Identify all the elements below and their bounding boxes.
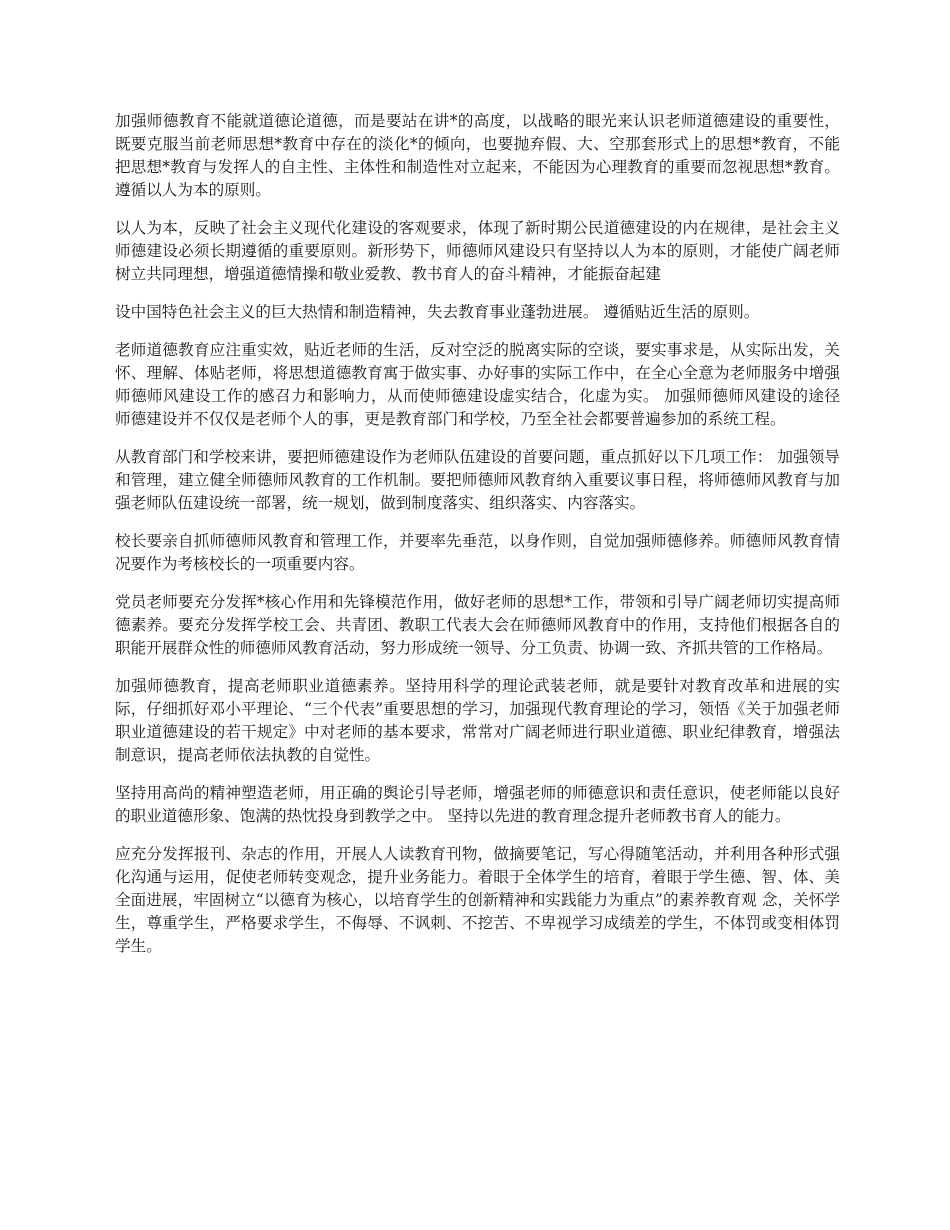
paragraph: 校长要亲自抓师德师风教育和管理工作，并要率先垂范，以身作则，自觉加强师德修养。师德师风教育情况要作为考核校长的一项重要内容。 xyxy=(115,532,840,573)
paragraph: 以人为本，反映了社会主义现代化建设的客观要求，体现了新时期公民道德建设的内在规律，是社会主义师德建设必须长期遵循的重要原则。新形势下，师德师风建设只有坚持以人为本的原则，才能使广阔老师树立共同理想，增强道德情操和敬业爱教、教书育人的奋斗精神，才能振奋起建 xyxy=(115,219,840,283)
document-body xyxy=(115,110,840,973)
paragraph: 从教育部门和学校来讲，要把师德建设作为老师队伍建设的首要问题，重点抓好以下几项工作： 加强领导和管理，建立健全师德师风教育的工作机制。要把师德师风教育纳入重要议事日程，将师德师风教育与加强老师队伍建设统一部署，统一规划，做到制度落实、组织落实、内容落实。 xyxy=(115,448,840,512)
paragraph: 党员老师要充分发挥*核心作用和先锋模范作用，做好老师的思想*工作，带领和引导广阔老师切实提高师德素养。要充分发挥学校工会、共青团、教职工代表大会在师德师风教育中的作用，支持他们根据各自的职能开展群众性的师德师风教育活动，努力形成统一领导、分工负责、协调一致、齐抓共管的工作格局。 xyxy=(115,593,840,657)
paragraph: 坚持用高尚的精神塑造老师，用正确的舆论引导老师，增强老师的师德意识和责任意识，使老师能以良好的职业道德形象、饱满的热忱投身到教学之中。 坚持以先进的教育理念提升老师教书育人的能力。 xyxy=(115,784,840,825)
paragraph: 加强师德教育不能就道德论道德，而是要站在讲*的高度，以战略的眼光来认识老师道德建设的重要性，既要克服当前老师思想*教育中存在的淡化*的倾向，也要抛弃假、大、空那套形式上的思想*教育，不能把思想*教育与发挥人的自主性、主体性和制造性对立起来，不能因为心理教育的重要而忽视思想*教育。 遵循以人为本的原则。 xyxy=(115,112,840,199)
paragraph: 加强师德教育，提高老师职业道德素养。坚持用科学的理论武装老师，就是要针对教育改革和进展的实际，仔细抓好邓小平理论、“三个代表”重要思想的学习，加强现代教育理论的学习，领悟《关于加强老师职业道德建设的若干规定》中对老师的基本要求，常常对广阔老师进行职业道德、职业纪律教育，增强法制意识，提高老师依法执教的自觉性。 xyxy=(115,677,840,764)
paragraph: 设中国特色社会主义的巨大热情和制造精神，失去教育事业蓬勃进展。 遵循贴近生活的原则。 xyxy=(115,303,760,321)
paragraph: 应充分发挥报刊、杂志的作用，开展人人读教育刊物，做摘要笔记，写心得随笔活动，并利用各种形式强化沟通与运用，促使老师转变观念，提升业务能力。着眼于全体学生的培育，着眼于学生德、智、体、美全面进展，牢固树立“以德育为核心，以培育学生的创新精神和实践能力为重点”的素养教育观 念，关怀学生，尊重学生，严格要求学生，不侮辱、不讽刺、不挖苦、不卑视学习成绩差的学生，不体罚或变相体罚学生。 xyxy=(115,845,840,955)
paragraph: 老师道德教育应注重实效，贴近老师的生活，反对空泛的脱离实际的空谈，要实事求是，从实际出发，关怀、理解、体贴老师，将思想道德教育寓于做实事、办好事的实际工作中，在全心全意为老师服务中增强师德师风建设工作的感召力和影响力，从而使师德建设虚实结合，化虚为实。 加强师德师风建设的途径 师德建设并不仅仅是老师个人的事，更是教育部门和学校，乃至全社会都要普遍参加的系统工程。 xyxy=(115,341,840,428)
